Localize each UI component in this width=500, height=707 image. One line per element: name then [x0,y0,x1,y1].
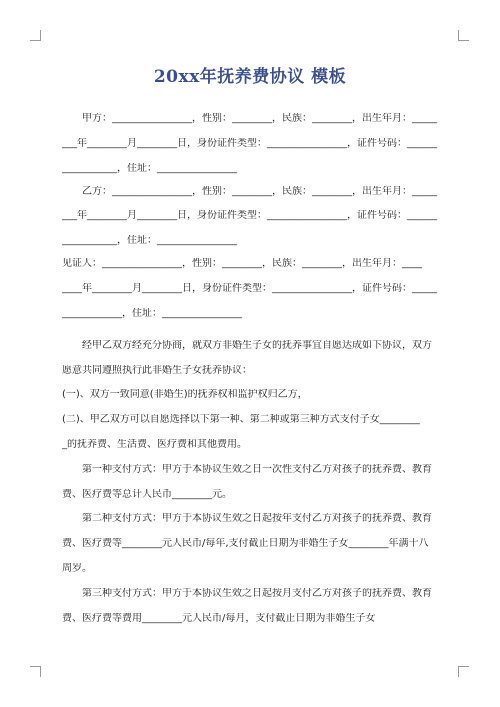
clause-1: (一)、双方一致同意(非婚生)的抚养权和监护权归乙方， [62,389,308,401]
crop-mark-bottom-left [30,666,41,677]
party-a-line-3: ___________，住址：________________ [62,162,237,174]
clause-2-line-2: _的抚养费、生活费、医疗费和其他费用。 [62,438,247,450]
preamble-line-1: 经甲乙双方经充分协商，就双方非婚生子女的抚养事宜自愿达成如下协议，双方 [82,339,432,351]
title-suffix: 年抚养费协议 模板 [199,67,347,87]
document-body [62,113,440,637]
witness-line-3: ____________，住址：________________ [62,307,242,319]
party-b-line-2: ___年________月________日，身份证件类型：________________，证件号码：______ [62,210,437,222]
party-b-line-3: ___________，住址：________________ [62,235,237,247]
payment-2-line-3: 周岁。 [62,562,92,574]
document-title [0,62,500,87]
witness-line-2: ____年________月________日，身份证件类型：________________，证件号码：_____ [62,282,437,294]
payment-1-line-2: 费、医疗费等总计人民币________元。 [62,488,232,500]
preamble-line-2: 愿意共同遵照执行此非婚生子女抚养协议： [62,364,252,376]
payment-1-line-1: 第一种支付方式：甲方于本协议生效之日一次性支付乙方对孩子的抚养费、教育 [82,463,432,475]
payment-3-line-1: 第三种支付方式：甲方于本协议生效之日起按月支付乙方对孩子的抚养费、教育 [82,587,432,599]
title-prefix: 20xx [153,67,200,87]
crop-mark-top-left [30,30,41,41]
payment-2-line-1: 第二种支付方式：甲方于本协议生效之日起按年支付乙方对孩子的抚养费、教育 [82,513,432,525]
party-a-line-1: 甲方：________________，性别：________，民族：________，出生年月：_____ [82,113,437,124]
clause-2-line-1: (二)、甲乙双方可以自愿选择以下第一种、第二种或第三种方式支付子女________ [62,414,420,426]
witness-line-1: 见证人：________________，性别：________，民族：________，出生年月：____ [62,258,422,270]
payment-3-line-2: 费、医疗费等费用________元人民币/每月，支付截止日期为非婚生子女 [62,612,376,624]
party-a-line-2: ___年________月________日，身份证件类型：________________，证件号码：______ [62,137,437,149]
crop-mark-bottom-right [458,666,469,677]
payment-2-line-2: 费、医疗费等________元人民币/每年,支付截止日期为非婚生子女________年满十八 [62,538,429,550]
crop-mark-top-right [458,30,469,41]
party-b-line-1: 乙方：________________，性别：________，民族：________，出生年月：_____ [82,185,437,197]
